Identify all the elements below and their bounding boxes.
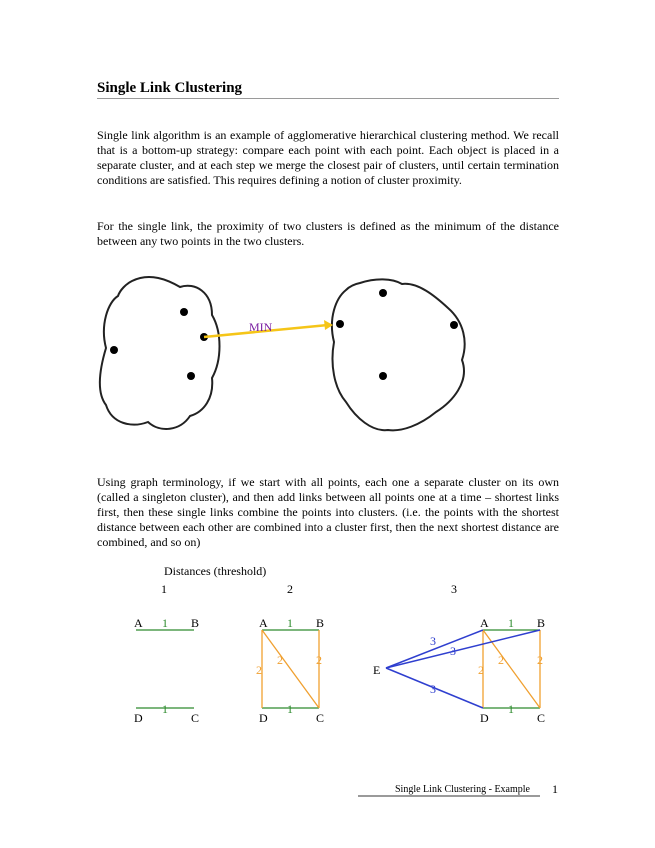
point-label-a: A (134, 616, 143, 630)
edge-weight: 3 (430, 682, 436, 696)
edge-weight: 1 (287, 616, 293, 630)
point-label-a: A (480, 616, 489, 630)
point-label-d: D (259, 711, 268, 725)
edge-weight: 2 (478, 663, 484, 677)
step-label: 1 (161, 582, 167, 596)
step-label: 2 (287, 582, 293, 596)
edge-weight: 2 (256, 663, 262, 677)
edge-weight: 3 (450, 644, 456, 658)
point-label-a: A (259, 616, 268, 630)
point-label-e: E (373, 663, 381, 677)
step-1-graph (134, 616, 199, 725)
step-3-graph (373, 616, 545, 725)
intro-paragraph: Single link algorithm is an example of agglomerative hierarchical clustering method. We recall that is a bottom-up strategy: compare each point with each point. Each object is placed in a separate cluster, and at each step we merge the closest pair of clusters, until certain termination conditions are satisfied. This requires defining a notion of cluster proximity. (97, 128, 559, 187)
footer-rule (358, 795, 540, 797)
page-title: Single Link Clustering (97, 80, 243, 96)
edge-eb (386, 630, 540, 668)
edge-weight: 1 (287, 702, 293, 716)
edge-weight: 1 (162, 702, 168, 716)
footer-label: Single Link Clustering - Example (395, 784, 530, 795)
point-label-b: B (537, 616, 546, 630)
edge-weight: 2 (498, 653, 504, 667)
page-number: 1 (552, 782, 558, 796)
edge-ac (262, 630, 319, 708)
point-label-c: C (191, 711, 200, 725)
edge-weight: 1 (508, 616, 514, 630)
edge-weight: 2 (277, 653, 283, 667)
point-label-c: C (316, 711, 325, 725)
edge-weight: 1 (162, 616, 168, 630)
graph-terminology-paragraph: Using graph terminology, if we start with all points, each one a separate cluster on its own (called a singleton cluster), and then add links between all points one at a time – shortest links first, then these single links combine the points into clusters. (i.e. the points with the shortest distance between each other are combined into a cluster first, then the next shortest distance are combined, and so on) (97, 475, 559, 549)
edge-weight: 2 (537, 653, 543, 667)
point-label-d: D (480, 711, 489, 725)
threshold-heading: Distances (threshold) (164, 564, 267, 578)
point-label-b: B (191, 616, 200, 630)
edge-weight: 1 (508, 702, 514, 716)
point-label-d: D (134, 711, 143, 725)
edge-weight: 3 (430, 634, 436, 648)
point-label-c: C (537, 711, 546, 725)
min-link-label: MIN (249, 320, 273, 334)
step-label: 3 (451, 582, 457, 596)
point-label-b: B (316, 616, 325, 630)
definition-paragraph: For the single link, the proximity of two clusters is defined as the minimum of the distance between any two points in the two clusters. (97, 219, 559, 248)
step-2-graph (256, 616, 324, 725)
edge-weight: 2 (316, 653, 322, 667)
